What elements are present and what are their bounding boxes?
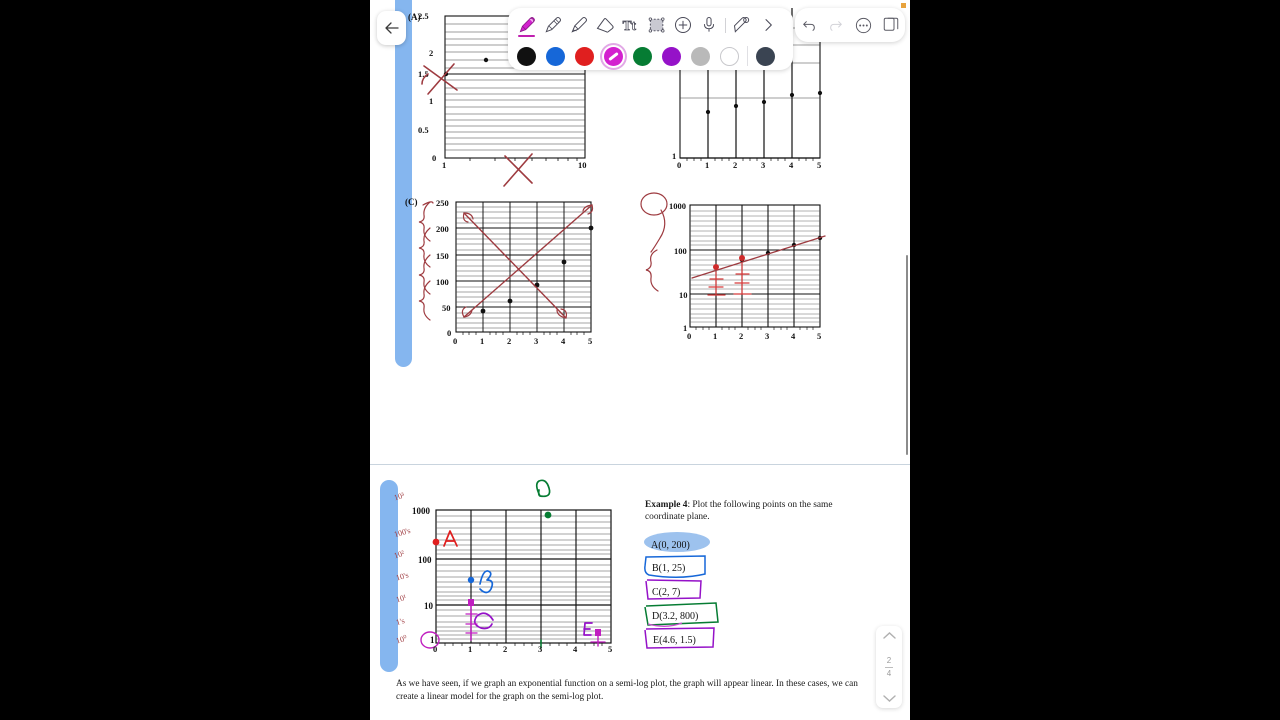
chart-c-ytick: 150 bbox=[436, 251, 449, 261]
chart-e-ytick: 1 bbox=[430, 635, 435, 645]
chevron-up-icon[interactable] bbox=[883, 631, 896, 640]
point-list bbox=[645, 533, 873, 650]
chart-c-xtick: 2 bbox=[507, 336, 512, 346]
chart-e-xtick: 1 bbox=[468, 644, 473, 654]
chart-d-xtick: 0 bbox=[687, 331, 692, 341]
document-page-2 bbox=[370, 466, 910, 720]
eyedropper-tool[interactable] bbox=[729, 10, 755, 40]
chart-b-xtick: 0 bbox=[677, 160, 682, 170]
page-divider bbox=[885, 667, 893, 668]
ink-annotation-hundreds: 100's bbox=[393, 525, 412, 540]
chart-c-xtick: 0 bbox=[453, 336, 458, 346]
chart-d-xtick: 3 bbox=[765, 331, 770, 341]
point-B bbox=[468, 577, 474, 583]
text-tool[interactable] bbox=[618, 10, 644, 40]
page-navigator[interactable] bbox=[876, 626, 902, 708]
point-E-label: E(4.6, 1.5) bbox=[653, 635, 696, 647]
chart-e-ytick: 100 bbox=[418, 555, 432, 565]
drawing-toolbar[interactable] bbox=[508, 8, 793, 70]
example-4-block bbox=[645, 499, 873, 650]
chart-d-ytick: 1 bbox=[683, 323, 688, 333]
chart-c-ytick: 200 bbox=[436, 224, 449, 234]
chart-a-ytick: 2.5 bbox=[418, 11, 429, 21]
chart-d-xtick: 2 bbox=[739, 331, 744, 341]
pen-tool[interactable] bbox=[514, 10, 540, 40]
lasso-select-tool[interactable] bbox=[644, 10, 670, 40]
chart-d-xtick: 1 bbox=[713, 331, 718, 341]
chart-e-xtick: 3 bbox=[538, 644, 543, 654]
undo-button[interactable] bbox=[796, 12, 822, 38]
chart-a-ytick: 0.5 bbox=[418, 125, 429, 135]
chart-c-ytick: 50 bbox=[442, 303, 451, 313]
chart-d-ytick: 100 bbox=[674, 246, 687, 256]
chart-e-xtick: 0 bbox=[433, 644, 438, 654]
chart-d-xtick: 4 bbox=[791, 331, 796, 341]
chart-c-ytick: 250 bbox=[436, 198, 449, 208]
eraser-tool[interactable] bbox=[592, 10, 618, 40]
chart-e-ytick: 10 bbox=[424, 601, 433, 611]
highlighter-tool[interactable] bbox=[566, 10, 592, 40]
ink-annotation-10-squared: 10² bbox=[392, 548, 406, 561]
ink-annotation-ones: 1's bbox=[394, 615, 406, 628]
chart-c-xtick: 3 bbox=[534, 336, 539, 346]
swatch-gray[interactable] bbox=[691, 47, 710, 66]
swatch-red[interactable] bbox=[575, 47, 594, 66]
page-current: 2 bbox=[886, 655, 892, 665]
chart-e-xtick: 2 bbox=[503, 644, 508, 654]
chart-a-ytick: 1.5 bbox=[418, 69, 429, 79]
color-palette bbox=[508, 42, 793, 70]
chart-c-ytick: 0 bbox=[447, 328, 452, 338]
ink-annotation-tens: 10's bbox=[395, 570, 410, 583]
swatch-purple[interactable] bbox=[662, 47, 681, 66]
chart-b-xtick: 1 bbox=[705, 160, 710, 170]
toolbar-divider bbox=[725, 18, 726, 33]
page-separator bbox=[370, 464, 910, 465]
swatch-green[interactable] bbox=[633, 47, 652, 66]
chart-e-xtick: 4 bbox=[573, 644, 578, 654]
chart-a-xtick: 1 bbox=[442, 160, 447, 170]
chart-c-xtick: 1 bbox=[480, 336, 485, 346]
chart-c-xtick: 4 bbox=[561, 336, 566, 346]
chart-b-xtick: 2 bbox=[733, 160, 738, 170]
ink-annotation-10-cubed: 10³ bbox=[392, 490, 406, 503]
point-A bbox=[433, 539, 440, 546]
chart-e-xtick: 5 bbox=[608, 644, 613, 654]
example-4-prompt-text: : Plot the following points on the same coordinate plane. bbox=[645, 500, 833, 523]
chart-d bbox=[635, 190, 850, 355]
document-viewport[interactable] bbox=[370, 0, 910, 720]
more-button[interactable] bbox=[851, 12, 877, 38]
ink-annotation-10-first: 10¹ bbox=[394, 592, 408, 605]
chart-b-ytick: 1 bbox=[672, 151, 677, 161]
chart-d-ytick: 1000 bbox=[669, 201, 686, 211]
sync-status-indicator bbox=[901, 3, 906, 8]
example-4-prompt bbox=[645, 499, 873, 523]
chart-b-xtick: 3 bbox=[761, 160, 766, 170]
chart-c-xtick: 5 bbox=[588, 336, 593, 346]
history-toolbar[interactable] bbox=[795, 8, 905, 42]
chart-b-xtick: 4 bbox=[789, 160, 794, 170]
vertical-scrollbar[interactable] bbox=[906, 255, 908, 455]
point-D-label: D(3.2, 800) bbox=[652, 611, 699, 623]
add-tool[interactable] bbox=[670, 10, 696, 40]
expand-chevron[interactable] bbox=[755, 10, 781, 40]
chart-d-ytick: 10 bbox=[679, 290, 688, 300]
ink-annotation-10-zero: 10⁰ bbox=[394, 633, 409, 646]
swatch-black[interactable] bbox=[517, 47, 536, 66]
chart-e-semilog bbox=[388, 474, 618, 654]
chart-e-ytick: 1000 bbox=[412, 506, 430, 516]
chart-a-ytick: 2 bbox=[429, 48, 434, 58]
chart-c bbox=[406, 190, 606, 365]
swatch-blue[interactable] bbox=[546, 47, 565, 66]
page-total: 4 bbox=[886, 668, 892, 678]
chart-b-xtick: 5 bbox=[817, 160, 822, 170]
chart-a-xtick: 10 bbox=[578, 160, 587, 170]
chart-c-label: (C) bbox=[405, 197, 418, 207]
palette-divider bbox=[747, 46, 748, 66]
body-paragraph: As we have seen, if we graph an exponential function on a semi-log plot, the graph will appear linear. In these cases, we can create a linear model for the graph on the semi-log plot. bbox=[396, 679, 858, 703]
page-indicator bbox=[885, 656, 893, 679]
chevron-down-icon[interactable] bbox=[883, 694, 896, 703]
arrow-left-icon bbox=[384, 21, 400, 35]
point-A-label: A(0, 200) bbox=[651, 540, 690, 552]
chart-a-ytick: 0 bbox=[432, 153, 437, 163]
example-4-heading: Example 4 bbox=[645, 500, 688, 510]
redo-button[interactable] bbox=[823, 12, 849, 38]
svg-text:Tt: Tt bbox=[622, 18, 636, 33]
tool-row bbox=[508, 8, 793, 42]
microphone-tool[interactable] bbox=[696, 10, 722, 40]
pages-button[interactable] bbox=[878, 12, 904, 38]
chart-d-xtick: 5 bbox=[817, 331, 822, 341]
swatch-magenta[interactable] bbox=[604, 47, 623, 66]
point-B-label: B(1, 25) bbox=[652, 563, 686, 575]
point-D bbox=[545, 512, 552, 519]
point-C-label: C(2, 7) bbox=[652, 587, 681, 599]
chart-a-ytick: 1 bbox=[429, 96, 434, 106]
back-button[interactable] bbox=[377, 11, 406, 45]
chart-a-label: (A) bbox=[408, 12, 421, 22]
pencil-tool[interactable] bbox=[540, 10, 566, 40]
chart-c-ytick: 100 bbox=[436, 277, 449, 287]
swatch-white[interactable] bbox=[720, 47, 739, 66]
swatch-navy[interactable] bbox=[756, 47, 775, 66]
